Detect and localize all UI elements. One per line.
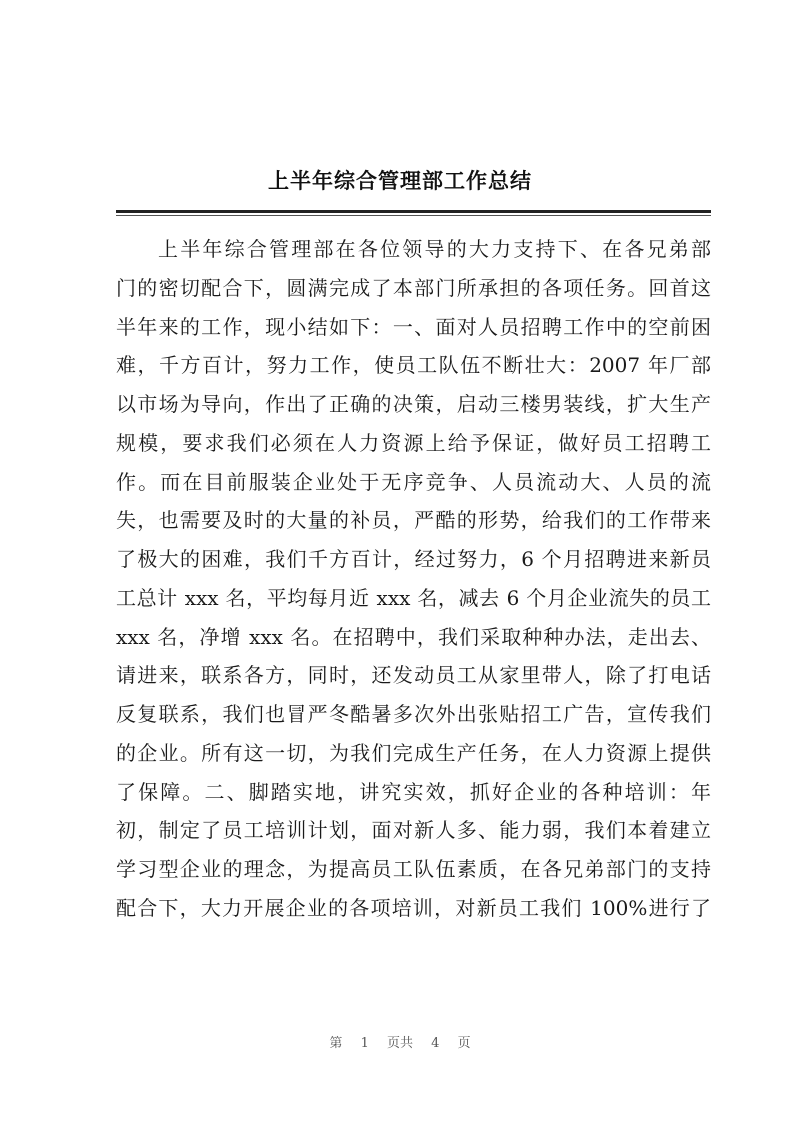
body-line: 请进来，联系各方，同时，还发动员工从家里带人，除了打电话 (116, 663, 711, 688)
body-line: 难，千方百计，努力工作，使员工队伍不断壮大：2007 年厂部 (116, 353, 711, 378)
body-line: 以市场为导向，作出了正确的决策，启动三楼男装线，扩大生产 (116, 392, 711, 416)
body-line: 规模，要求我们必须在人力资源上给予保证，做好员工招聘工 (116, 430, 711, 455)
footer-label-end: 页 (457, 1036, 471, 1051)
body-line: 上半年综合管理部在各位领导的大力支持下、在各兄弟部 (158, 237, 711, 261)
body-line: 初，制定了员工培训计划，面对新人多、能力弱，我们本着建立 (116, 818, 711, 843)
body-line: 的企业。所有这一切，为我们完成生产任务，在人力资源上提供 (116, 740, 711, 765)
body-line: 门的密切配合下，圆满完成了本部门所承担的各项任务。回首这 (116, 275, 711, 300)
body-line: 工总计 xxx 名，平均每月近 xxx 名，减去 6 个月企业流失的员工 (116, 585, 711, 610)
body-line: 作。而在目前服装企业处于无序竞争、人员流动大、人员的流 (116, 469, 711, 494)
document-body (116, 230, 711, 928)
footer-current-page: 1 (360, 1036, 369, 1051)
page-footer (0, 1032, 800, 1051)
title-divider-thin (116, 215, 711, 216)
body-line: 了极大的困难，我们千方百计，经过努力，6 个月招聘进来新员 (116, 547, 711, 571)
footer-total-pages: 4 (431, 1036, 440, 1051)
body-line: 反复联系，我们也冒严冬酷暑多次外出张贴招工广告，宣传我们 (116, 702, 711, 726)
body-line: 失，也需要及时的大量的补员，严酷的形势，给我们的工作带来 (116, 508, 711, 533)
body-line: xxx 名，净增 xxx 名。在招聘中，我们采取种种办法，走出去、 (116, 624, 711, 649)
body-line: 配合下，大力开展企业的各项培训，对新员工我们 100%进行了 (116, 895, 711, 920)
body-line: 了保障。二、脚踏实地，讲究实效，抓好企业的各种培训：年 (116, 779, 711, 804)
title-divider (116, 210, 711, 213)
page-title: 上半年综合管理部工作总结 (268, 168, 532, 193)
footer-label-of: 页共 (386, 1036, 413, 1051)
body-line: 学习型企业的理念，为提高员工队伍素质，在各兄弟部门的支持 (116, 857, 711, 881)
body-line: 半年来的工作，现小结如下：一、面对人员招聘工作中的空前困 (116, 314, 711, 339)
footer-label-page: 第 (329, 1036, 343, 1051)
